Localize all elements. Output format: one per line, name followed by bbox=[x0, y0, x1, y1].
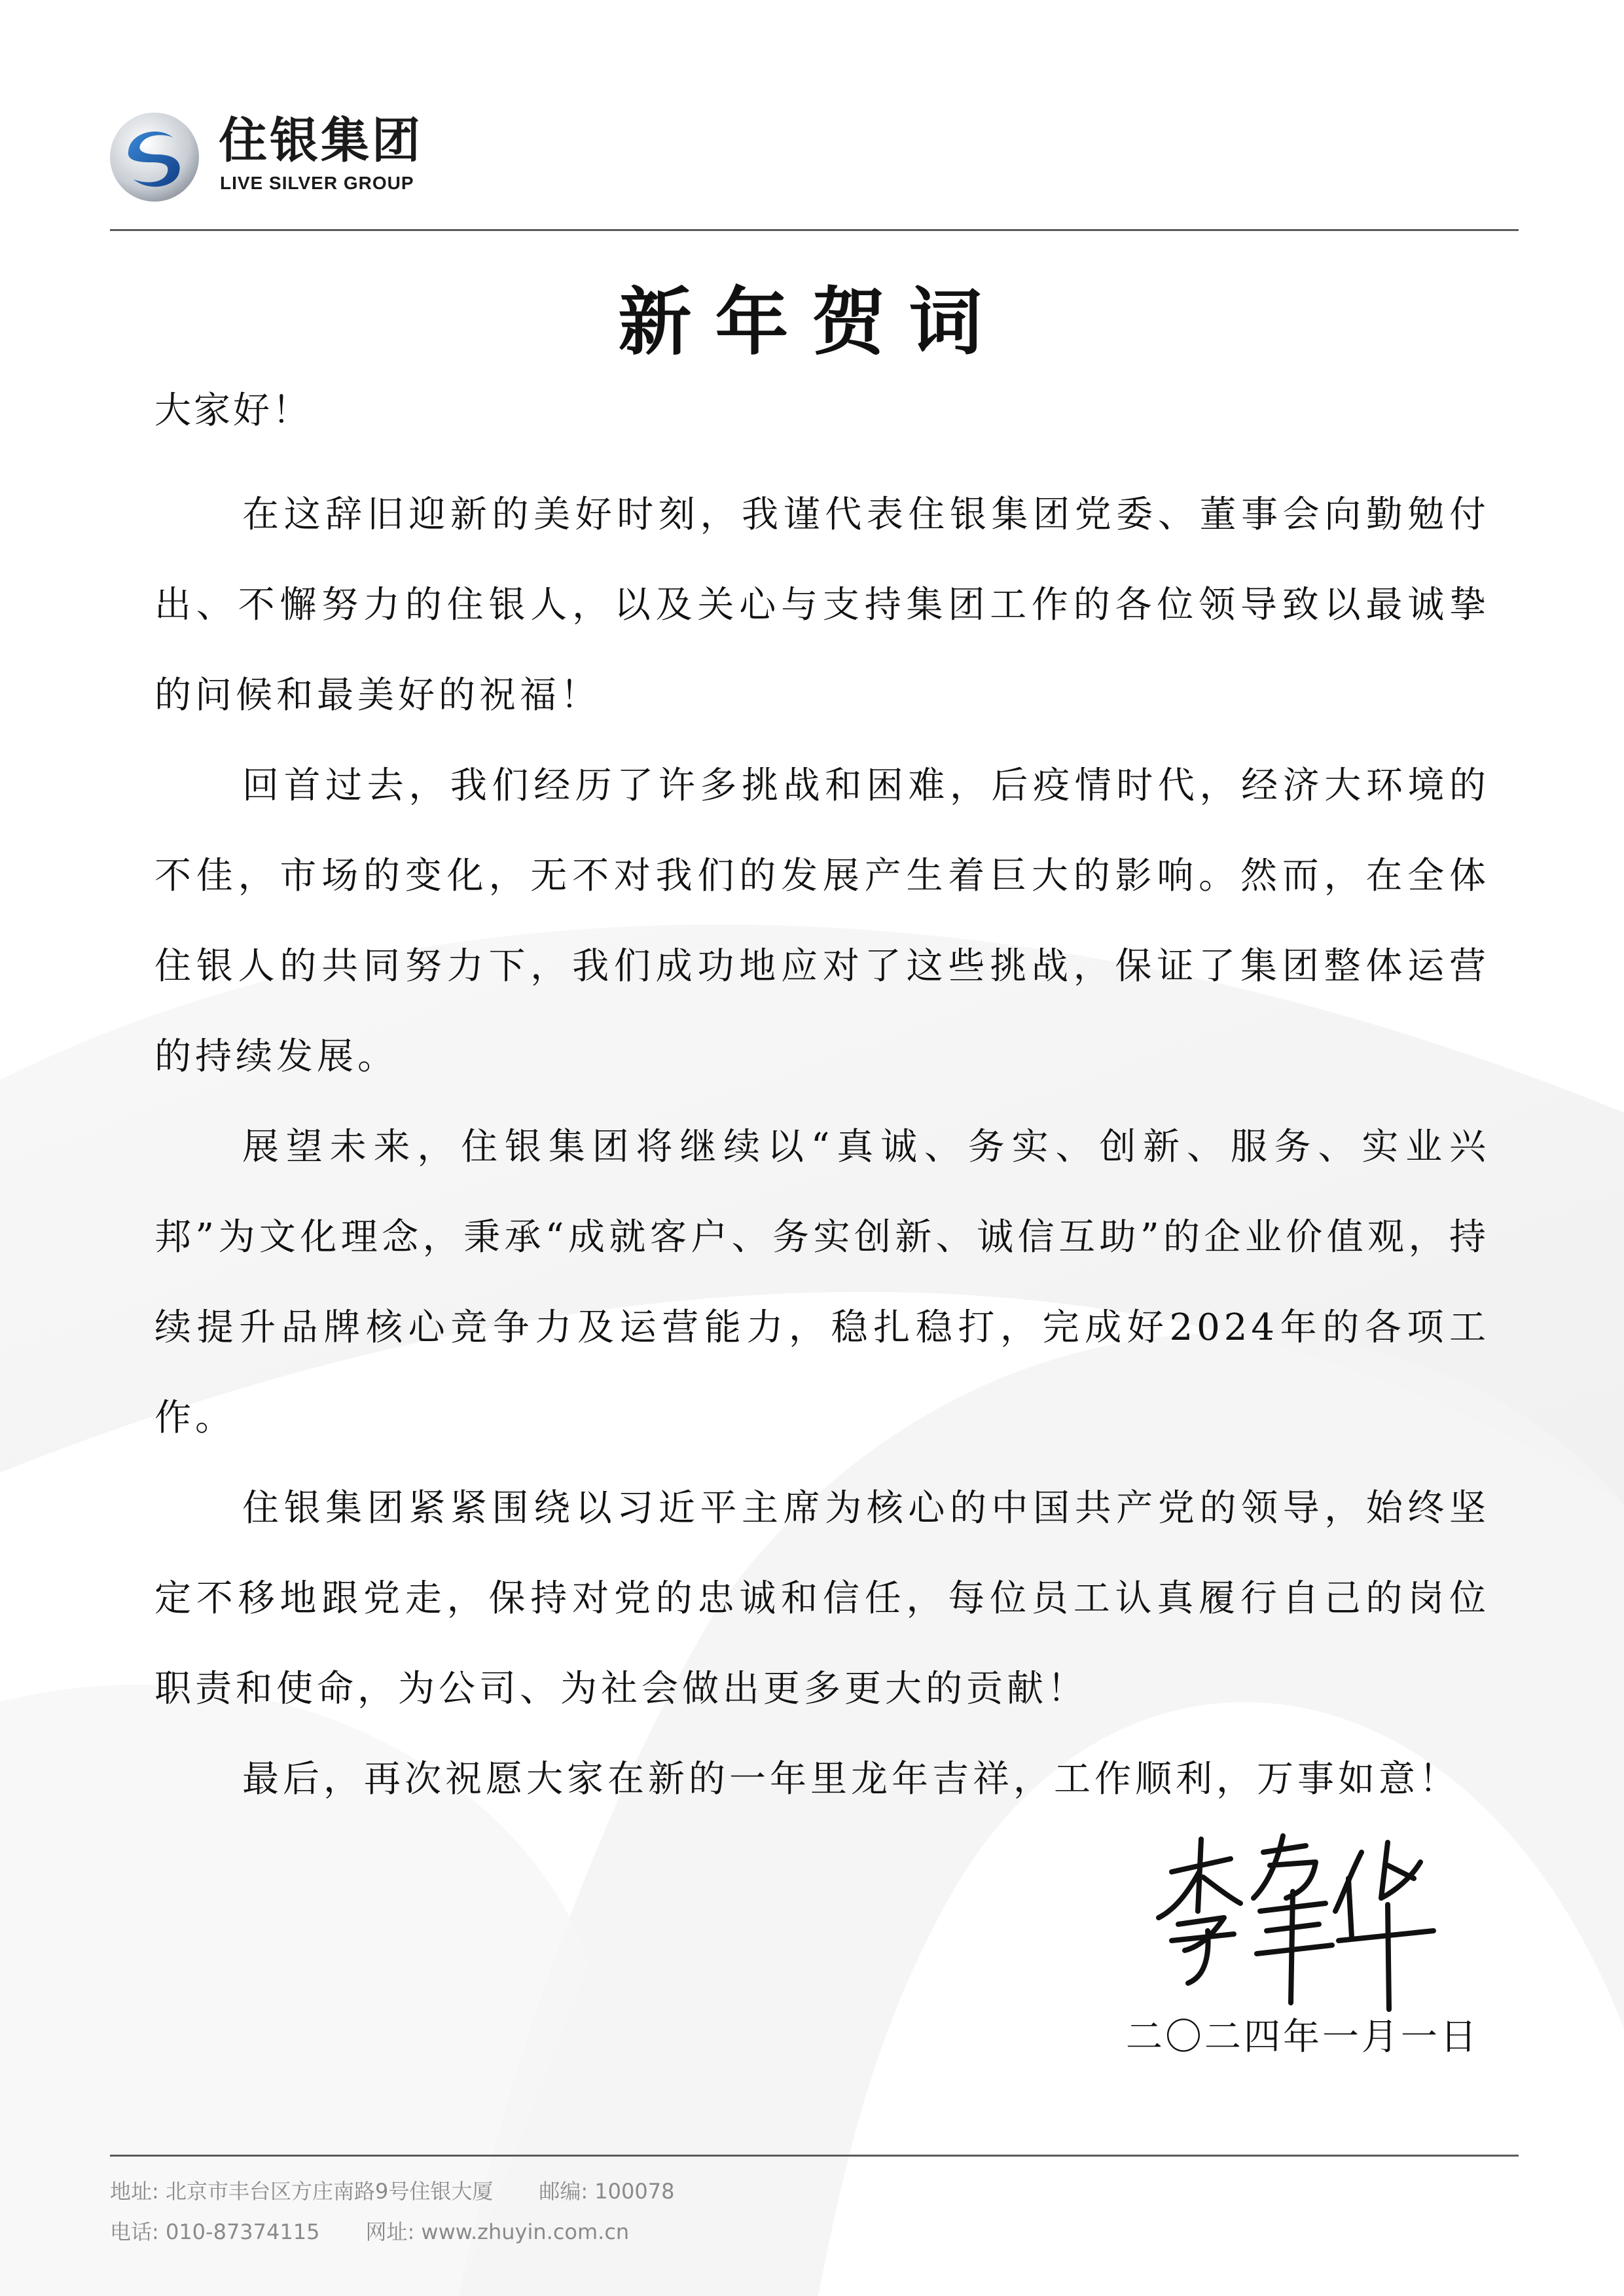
paragraph-2: 回首过去，我们经历了许多挑战和困难，后疫情时代，经济大环境的不佳，市场的变化，无不对我们的发展产生着巨大的影响。然而，在全体住银人的共同努力下，我们成功地应对了这些挑战，保证了集团整体运营的持续发展。 bbox=[154, 764, 1490, 1078]
logo-emblem-icon bbox=[109, 111, 200, 203]
footer-address: 地址: 北京市丰台区方庄南路9号住银大厦 bbox=[110, 2179, 494, 2204]
footer-line-1 bbox=[110, 2177, 720, 2206]
paragraph-4: 住银集团紧紧围绕以习近平主席为核心的中国共产党的领导，始终坚定不移地跟党走，保持对党的忠诚和信任，每位员工认真履行自己的岗位职责和使命，为公司、为社会做出更多更大的贡献！ bbox=[154, 1487, 1490, 1710]
logo-english-name: LIVE SILVER GROUP bbox=[220, 173, 414, 193]
footer-line-2 bbox=[110, 2217, 675, 2246]
footer-postcode: 邮编: 100078 bbox=[539, 2179, 675, 2204]
company-logo bbox=[109, 111, 462, 203]
paragraph-3: 展望未来，住银集团将继续以“真诚、务实、创新、服务、实业兴邦”为文化理念，秉承“成就客户、务实创新、诚信互助”的企业价值观，持续提升品牌核心竞争力及运营能力，稳扎稳打，完成好2024年的各项工作。 bbox=[154, 1126, 1490, 1439]
paragraph-5: 最后，再次祝愿大家在新的一年里龙年吉祥，工作顺利，万事如意！ bbox=[242, 1758, 1460, 1801]
greeting: 大家好！ bbox=[154, 389, 312, 432]
paragraph-1: 在这辞旧迎新的美好时刻，我谨代表住银集团党委、董事会向勤勉付出、不懈努力的住银人，以及关心与支持集团工作的各位领导致以最诚挚的问候和最美好的祝福！ bbox=[154, 493, 1490, 717]
footer-phone: 电话: 010-87374115 bbox=[110, 2219, 320, 2244]
header-divider bbox=[110, 229, 1519, 231]
letter-date: 二〇二四年一月一日 bbox=[1126, 2016, 1479, 2058]
handwritten-signature bbox=[1152, 1826, 1440, 2016]
page-title: 新年贺词 bbox=[618, 280, 1006, 365]
logo-chinese-name: 住银集团 bbox=[219, 113, 423, 169]
footer-divider bbox=[110, 2155, 1519, 2157]
footer-website[interactable]: 网址: www.zhuyin.com.cn bbox=[365, 2219, 630, 2244]
letter-body bbox=[154, 380, 1490, 1825]
